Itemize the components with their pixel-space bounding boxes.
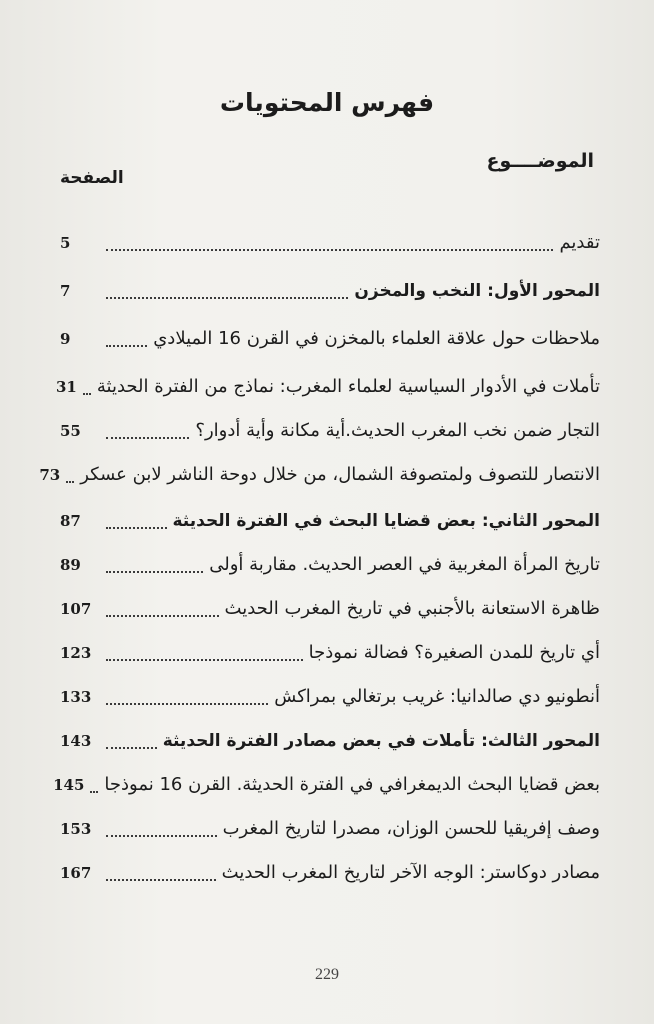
toc-entry: [60, 224, 600, 258]
toc-entry-title: التجار ضمن نخب المغرب الحديث.أية مكانة وأية أدوار؟: [195, 420, 600, 441]
toc-entry-title: أنطونيو دي صالدانيا: غريب برتغالي بمراكش: [274, 686, 600, 707]
dot-leader: [106, 437, 189, 439]
toc-entry: [56, 368, 600, 402]
toc-entry: [60, 678, 600, 712]
toc-entry-page: 107: [60, 600, 92, 618]
toc-entry-title: وصف إفريقيا للحسن الوزان، مصدرا لتاريخ المغرب: [222, 818, 600, 839]
toc-entry-page: 133: [60, 688, 92, 706]
toc-entry-page: 123: [60, 644, 92, 662]
toc-entry-page: 5: [60, 234, 71, 252]
toc-entry-page: 7: [60, 282, 71, 300]
toc-section: [60, 502, 600, 536]
toc-entry-title: تقديم: [559, 232, 600, 253]
dot-leader: [106, 615, 219, 617]
toc-section-title: المحور الثالث: تأملات في بعض مصادر الفترة الحديثة: [162, 731, 600, 751]
toc-section: [60, 722, 600, 756]
toc-entry-title: أي تاريخ للمدن الصغيرة؟ فضالة نموذجا: [308, 642, 600, 663]
dot-leader: [106, 835, 217, 837]
toc-entry-title: بعض قضايا البحث الديمغرافي في الفترة الحديثة. القرن 16 نموذجا: [104, 774, 600, 795]
toc-entry-page: 55: [60, 422, 81, 440]
dot-leader: [83, 393, 91, 395]
dot-leader: [66, 481, 74, 483]
topic-column-header: الموضــــوع: [486, 150, 594, 172]
toc-entry: [60, 634, 600, 668]
toc-entry: [60, 412, 600, 446]
toc-entry-title: الانتصار للتصوف ولمتصوفة الشمال، من خلال دوحة الناشر لابن عسكر: [80, 464, 600, 485]
page-number: 229: [315, 966, 339, 983]
toc-entry: [53, 766, 600, 800]
dot-leader: [106, 527, 167, 529]
dot-leader: [90, 791, 98, 793]
toc-entry: [60, 854, 600, 888]
toc-entry-title: تاريخ المرأة المغربية في العصر الحديث. مقاربة أولى: [209, 554, 600, 575]
dot-leader: [106, 249, 553, 251]
toc-entry: [60, 590, 600, 624]
toc-entry-page: 9: [60, 330, 71, 348]
toc-entry: [60, 810, 600, 844]
dot-leader: [106, 345, 147, 347]
toc-entry-page: 87: [60, 512, 81, 530]
toc-entry-page: 31: [56, 378, 77, 396]
toc-entry-page: 167: [60, 864, 92, 882]
toc-entry: [39, 456, 600, 490]
dot-leader: [106, 571, 203, 573]
toc-entry: [60, 320, 600, 354]
page-title: فهرس المحتويات: [219, 88, 435, 117]
toc-entry-page: 73: [39, 466, 61, 484]
toc-entry-title: ظاهرة الاستعانة بالأجنبي في تاريخ المغرب الحديث: [224, 598, 600, 619]
toc-entry-title: تأملات في الأدوار السياسية لعلماء المغرب: نماذج من الفترة الحديثة: [96, 376, 600, 397]
dot-leader: [106, 879, 216, 881]
toc-section-title: المحور الأول: النخب والمخزن: [354, 281, 600, 301]
toc-entry-page: 143: [60, 732, 92, 750]
dot-leader: [106, 747, 157, 749]
dot-leader: [106, 297, 348, 299]
toc-entry-page: 153: [60, 820, 92, 838]
toc-entry-page: 145: [53, 776, 85, 794]
toc-entry-title: ملاحظات حول علاقة العلماء بالمخزن في القرن 16 الميلادي: [153, 328, 600, 349]
toc-section: [60, 272, 600, 306]
dot-leader: [106, 659, 303, 661]
page-column-header: الصفحة: [60, 168, 124, 188]
toc-section-title: المحور الثاني: بعض قضايا البحث في الفترة الحديثة: [172, 511, 600, 531]
toc-entry: [60, 546, 600, 580]
dot-leader: [106, 703, 268, 705]
toc-entry-title: مصادر دوكاستر: الوجه الآخر لتاريخ المغرب الحديث: [221, 862, 600, 883]
toc-entry-page: 89: [60, 556, 81, 574]
